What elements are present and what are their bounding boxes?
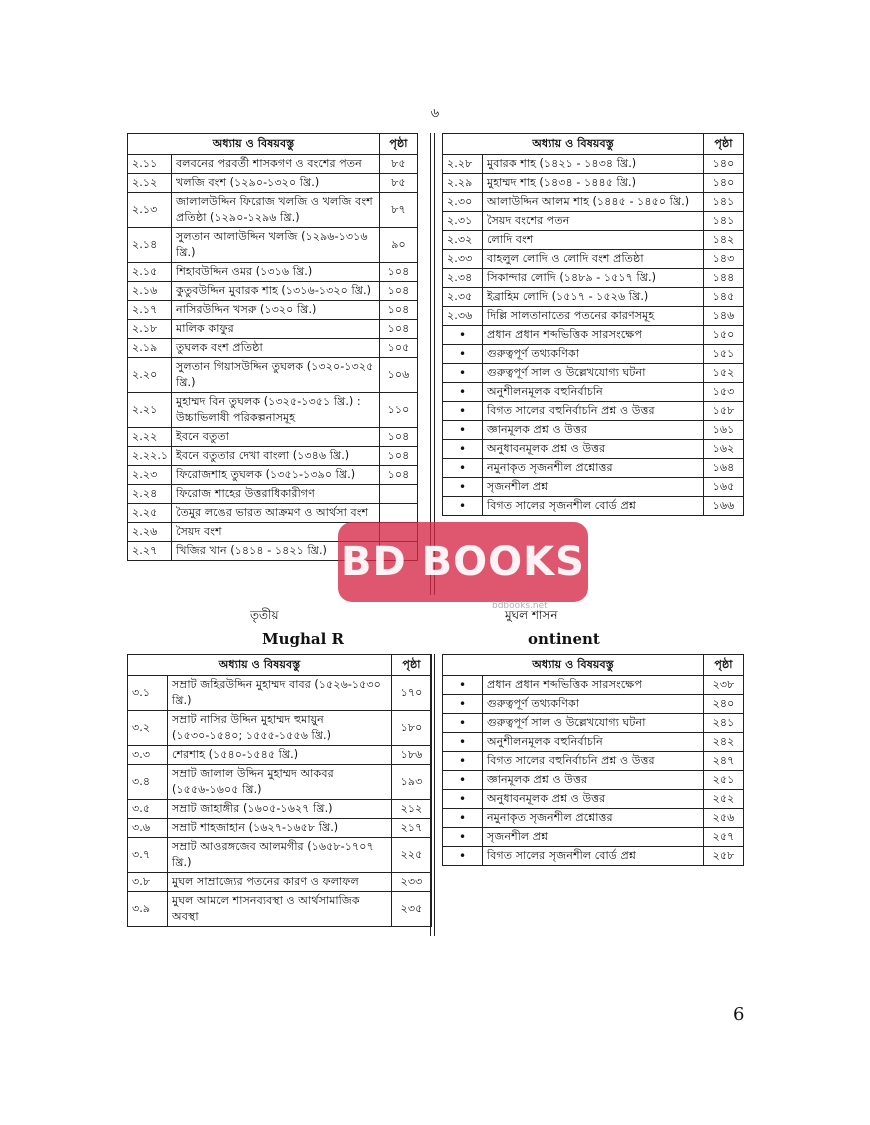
table-row — [443, 790, 744, 809]
table-row — [128, 193, 418, 228]
chapter-title: সৈয়দ বংশ — [172, 523, 380, 542]
table-row — [443, 847, 744, 866]
section-label-right-bengali: মুঘল শাসন — [505, 608, 558, 622]
page-number-cell: ৮৫ — [380, 174, 418, 193]
table-row — [443, 174, 744, 193]
page-number-cell: ২৪২ — [704, 733, 744, 752]
page-number-cell: ১৬৫ — [704, 478, 744, 497]
chapter-title: সম্রাট শাহজাহান (১৬২৭-১৬৫৮ খ্রি.) — [168, 819, 392, 838]
watermark-logo: BD BOOKS — [338, 522, 588, 602]
column-header-page: পৃষ্ঠা — [704, 134, 744, 155]
table-row — [128, 447, 418, 466]
chapter-title: শিহাবউদ্দিন ওমর (১৩১৬ খ্রি.) — [172, 263, 380, 282]
bullet-marker: • — [443, 459, 483, 478]
table-row — [443, 288, 744, 307]
bullet-marker: • — [443, 828, 483, 847]
chapter-number: ২.২৬ — [128, 523, 172, 542]
bullet-marker: • — [443, 345, 483, 364]
page-number-cell: ১০৪ — [380, 428, 418, 447]
bullet-marker: • — [443, 733, 483, 752]
chapter-title: গুরুত্বপূর্ণ তথ্যকণিকা — [483, 345, 704, 364]
page-number-cell: ১৬৬ — [704, 497, 744, 516]
chapter-title: গুরুত্বপূর্ণ সাল ও উল্লেখযোগ্য ঘটনা — [483, 364, 704, 383]
chapter-number: ৩.৮ — [128, 873, 168, 892]
chapter-title: মুহাম্মদ শাহ (১৪৩৪ - ১৪৪৫ খ্রি.) — [483, 174, 704, 193]
page-number-cell: ১৭০ — [392, 676, 432, 711]
chapter-title: লোদি বংশ — [483, 231, 704, 250]
chapter-number: ২.৩৬ — [443, 307, 483, 326]
table-header-row — [128, 655, 432, 676]
chapter-number: ২.১১ — [128, 155, 172, 174]
table-header-row — [128, 134, 418, 155]
bullet-marker: • — [443, 809, 483, 828]
chapter-title: অনুধাবনমূলক প্রশ্ন ও উত্তর — [483, 790, 704, 809]
chapter-number: ২.১২ — [128, 174, 172, 193]
chapter-title: মুবারক শাহ (১৪২১ - ১৪৩৪ খ্রি.) — [483, 155, 704, 174]
section-title-english: Mughal R — [262, 630, 345, 648]
table-row — [128, 282, 418, 301]
chapter-number: ২.১৬ — [128, 282, 172, 301]
chapter-title: জালালউদ্দিন ফিরোজ খলজি ও খলজি বংশ প্রতিষ্ঠা (১২৯০-১২৯৬ খ্রি.) — [172, 193, 380, 228]
page-number-cell: ২১৭ — [392, 819, 432, 838]
chapter-number: ২.৩২ — [443, 231, 483, 250]
chapter-title: বাহলুল লোদি ও লোদি বংশ প্রতিষ্ঠা — [483, 250, 704, 269]
page-number-cell: ১৪০ — [704, 155, 744, 174]
page-number-cell: ১৪২ — [704, 231, 744, 250]
table-header-row — [443, 134, 744, 155]
page-number-top: ৬ — [430, 106, 440, 121]
table-row — [443, 676, 744, 695]
page-number-cell: ৯০ — [380, 228, 418, 263]
chapter-title: তুঘলক বংশ প্রতিষ্ঠা — [172, 339, 380, 358]
chapter-title: সৈয়দ বংশের পতন — [483, 212, 704, 231]
chapter-title: ইবনে বতুতা — [172, 428, 380, 447]
chapter-title: সিকান্দার লোদি (১৪৮৯ - ১৫১৭ খ্রি.) — [483, 269, 704, 288]
table-row — [443, 695, 744, 714]
chapter-title: খলজি বংশ (১২৯০-১৩২০ খ্রি.) — [172, 174, 380, 193]
page-number-cell: ১৫১ — [704, 345, 744, 364]
chapter-number: ৩.৩ — [128, 746, 168, 765]
chapter-title: অনুশীলনমূলক বহুনির্বাচনি — [483, 383, 704, 402]
table-row — [443, 497, 744, 516]
bullet-marker: • — [443, 714, 483, 733]
bullet-marker: • — [443, 421, 483, 440]
table-row — [128, 504, 418, 523]
chapter-number: ২.৩১ — [443, 212, 483, 231]
chapter-number: ২.২৫ — [128, 504, 172, 523]
page-number-bottom: 6 — [733, 1004, 745, 1025]
bullet-marker: • — [443, 440, 483, 459]
page-number-cell: ২৩৮ — [704, 676, 744, 695]
chapter-number: ২.২১ — [128, 393, 172, 428]
chapter-title: প্রধান প্রধান শব্দভিত্তিক সারসংক্ষেপ — [483, 676, 704, 695]
table-row — [128, 263, 418, 282]
table-row — [128, 485, 418, 504]
page-number-cell: ১৫০ — [704, 326, 744, 345]
table-row — [443, 193, 744, 212]
section-title-right-english: ontinent — [528, 630, 600, 648]
toc-table-bottom-right — [442, 654, 744, 866]
table-row — [128, 800, 432, 819]
chapter-title: কুতুবউদ্দিন মুবারক শাহ (১৩১৬-১৩২০ খ্রি.) — [172, 282, 380, 301]
table-row — [443, 402, 744, 421]
table-row — [128, 301, 418, 320]
table-row — [128, 676, 432, 711]
toc-table-top-left — [127, 133, 418, 561]
page-number-cell: ১৫৩ — [704, 383, 744, 402]
column-header-topic: অধ্যায় ও বিষয়বস্তু — [128, 655, 392, 676]
page-number-cell: ১০৪ — [380, 282, 418, 301]
page-number-cell: ১৪১ — [704, 193, 744, 212]
table-row — [128, 358, 418, 393]
page-number-cell: ১৪৫ — [704, 288, 744, 307]
chapter-title: সম্রাট জালাল উদ্দিন মুহাম্মদ আকবর (১৫৫৬-১৬০৫ খ্রি.) — [168, 765, 392, 800]
chapter-title: তৈমুর লঙের ভারত আক্রমণ ও আর্থসা বংশ — [172, 504, 380, 523]
chapter-number: ২.৩৪ — [443, 269, 483, 288]
table-row — [443, 440, 744, 459]
column-header-topic: অধ্যায় ও বিষয়বস্তু — [443, 655, 704, 676]
page-number-cell: ২৫১ — [704, 771, 744, 790]
table-row — [443, 714, 744, 733]
bullet-marker: • — [443, 695, 483, 714]
page-number-cell: ২১২ — [392, 800, 432, 819]
table-header-row — [443, 655, 744, 676]
chapter-number: ২.১৪ — [128, 228, 172, 263]
table-row — [443, 771, 744, 790]
bullet-marker: • — [443, 847, 483, 866]
chapter-number: ৩.৪ — [128, 765, 168, 800]
page-number-cell: ১৬৪ — [704, 459, 744, 478]
chapter-number: ২.২৪ — [128, 485, 172, 504]
page-number-cell: ১৪১ — [704, 212, 744, 231]
table-row — [128, 339, 418, 358]
chapter-title: অনুধাবনমূলক প্রশ্ন ও উত্তর — [483, 440, 704, 459]
page-number-cell: ২৫৭ — [704, 828, 744, 847]
table-row — [443, 459, 744, 478]
chapter-title: সৃজনশীল প্রশ্ন — [483, 828, 704, 847]
chapter-number: ২.১৮ — [128, 320, 172, 339]
page-number-cell: ৮৫ — [380, 155, 418, 174]
table-row — [128, 892, 432, 927]
page-number-cell: ১০৪ — [380, 301, 418, 320]
table-row — [128, 873, 432, 892]
chapter-title: ইব্রাহিম লোদি (১৫১৭ - ১৫২৬ খ্রি.) — [483, 288, 704, 307]
chapter-title: সুলতান আলাউদ্দিন খলজি (১২৯৬-১৩১৬ খ্রি.) — [172, 228, 380, 263]
column-header-topic: অধ্যায় ও বিষয়বস্তু — [128, 134, 380, 155]
chapter-title: বিগত সালের সৃজনশীল বোর্ড প্রশ্ন — [483, 497, 704, 516]
bullet-marker: • — [443, 402, 483, 421]
chapter-title: গুরুত্বপূর্ণ সাল ও উল্লেখযোগ্য ঘটনা — [483, 714, 704, 733]
chapter-title: ফিরোজশাহ তুঘলক (১৩৫১-১৩৯০ খ্রি.) — [172, 466, 380, 485]
table-row — [443, 478, 744, 497]
table-row — [443, 733, 744, 752]
bullet-marker: • — [443, 364, 483, 383]
watermark-url: bdbooks.net — [492, 601, 548, 611]
chapter-title: সুলতান গিয়াসউদ্দিন তুঘলক (১৩২০-১৩২৫ খ্রি.) — [172, 358, 380, 393]
chapter-number: ২.২৮ — [443, 155, 483, 174]
table-row — [443, 250, 744, 269]
chapter-title: সৃজনশীল প্রশ্ন — [483, 478, 704, 497]
page-number-cell — [380, 485, 418, 504]
page-number-cell: ১৯৩ — [392, 765, 432, 800]
chapter-title: বিগত সালের বহুনির্বাচনি প্রশ্ন ও উত্তর — [483, 402, 704, 421]
chapter-number: ৩.২ — [128, 711, 168, 746]
chapter-number: ২.২৯ — [443, 174, 483, 193]
chapter-number: ৩.৫ — [128, 800, 168, 819]
page-number-cell: ১৫২ — [704, 364, 744, 383]
chapter-title: আলাউদ্দিন আলম শাহ (১৪৪৫ - ১৪৫০ খ্রি.) — [483, 193, 704, 212]
chapter-title: দিল্লি সালতানাতের পতনের কারণসমূহ — [483, 307, 704, 326]
page-number-cell: ১০৪ — [380, 447, 418, 466]
chapter-title: অনুশীলনমূলক বহুনির্বাচনি — [483, 733, 704, 752]
page-number-cell: ১০৪ — [380, 466, 418, 485]
table-row — [128, 765, 432, 800]
page-number-cell: ২৪১ — [704, 714, 744, 733]
toc-table-bottom-left — [127, 654, 432, 927]
chapter-title: ফিরোজ শাহের উত্তরাধিকারীগণ — [172, 485, 380, 504]
chapter-title: গুরুত্বপূর্ণ তথ্যকণিকা — [483, 695, 704, 714]
chapter-number: ২.১৯ — [128, 339, 172, 358]
table-row — [128, 155, 418, 174]
page-number-cell: ১০৫ — [380, 339, 418, 358]
page-number-cell: ১৪০ — [704, 174, 744, 193]
bullet-marker: • — [443, 478, 483, 497]
table-row — [443, 212, 744, 231]
chapter-title: ইবনে বতুতার দেখা বাংলা (১৩৪৬ খ্রি.) — [172, 447, 380, 466]
chapter-title: মালিক কাফুর — [172, 320, 380, 339]
table-row — [128, 466, 418, 485]
table-row — [443, 809, 744, 828]
table-row — [443, 307, 744, 326]
chapter-number: ২.২২.১ — [128, 447, 172, 466]
page-number-cell: ১৮৬ — [392, 746, 432, 765]
chapter-title: নাসিরউদ্দিন খসরু (১৩২০ খ্রি.) — [172, 301, 380, 320]
chapter-title: বলবনের পরবর্তী শাসকগণ ও বংশের পতন — [172, 155, 380, 174]
bullet-marker: • — [443, 326, 483, 345]
page-number-cell: ১৬১ — [704, 421, 744, 440]
chapter-number: ২.২৭ — [128, 542, 172, 561]
chapter-number: ৩.১ — [128, 676, 168, 711]
chapter-title: বিগত সালের বহুনির্বাচনি প্রশ্ন ও উত্তর — [483, 752, 704, 771]
page-number-cell: ১৫৮ — [704, 402, 744, 421]
page-number-cell: ১০৬ — [380, 358, 418, 393]
bullet-marker: • — [443, 676, 483, 695]
chapter-title: সম্রাট জাহাঙ্গীর (১৬০৫-১৬২৭ খ্রি.) — [168, 800, 392, 819]
table-row — [443, 345, 744, 364]
bullet-marker: • — [443, 790, 483, 809]
chapter-title: সম্রাট নাসির উদ্দিন মুহাম্মদ হুমায়ুন (১৫৩০-১৫৪০; ১৫৫৫-১৫৫৬ খ্রি.) — [168, 711, 392, 746]
chapter-title: জ্ঞানমূলক প্রশ্ন ও উত্তর — [483, 771, 704, 790]
table-row — [128, 428, 418, 447]
bullet-marker: • — [443, 771, 483, 790]
page-number-cell: ১১০ — [380, 393, 418, 428]
chapter-number: ২.৩৫ — [443, 288, 483, 307]
chapter-title: জ্ঞানমূলক প্রশ্ন ও উত্তর — [483, 421, 704, 440]
chapter-number: ২.১৭ — [128, 301, 172, 320]
page-number-cell: ২৫৮ — [704, 847, 744, 866]
table-row — [128, 174, 418, 193]
page-number-cell: ১০৪ — [380, 320, 418, 339]
chapter-number: ৩.৬ — [128, 819, 168, 838]
page-number-cell: ২৩৩ — [392, 873, 432, 892]
table-row — [443, 326, 744, 345]
table-row — [443, 231, 744, 250]
page-number-cell: ২৩৫ — [392, 892, 432, 927]
chapter-title: শেরশাহ (১৫৪০-১৫৪৫ খ্রি.) — [168, 746, 392, 765]
page-number-cell — [380, 504, 418, 523]
chapter-number: ২.২০ — [128, 358, 172, 393]
page-number-cell: ১৮০ — [392, 711, 432, 746]
bullet-marker: • — [443, 752, 483, 771]
table-row — [128, 320, 418, 339]
page-number-cell: ৮৭ — [380, 193, 418, 228]
table-row — [128, 228, 418, 263]
chapter-number: ৩.৯ — [128, 892, 168, 927]
page-number-cell: ১৪৪ — [704, 269, 744, 288]
table-row — [128, 838, 432, 873]
chapter-number: ২.১৩ — [128, 193, 172, 228]
table-row — [443, 383, 744, 402]
chapter-number: ২.১৫ — [128, 263, 172, 282]
chapter-title: মুঘল আমলে শাসনব্যবস্থা ও আর্থসামাজিক অবস্থা — [168, 892, 392, 927]
page-number-cell: ১৪৬ — [704, 307, 744, 326]
table-row — [128, 711, 432, 746]
column-header-page: পৃষ্ঠা — [380, 134, 418, 155]
page-number-cell: ২৫৬ — [704, 809, 744, 828]
column-header-topic: অধ্যায় ও বিষয়বস্তু — [443, 134, 704, 155]
chapter-title: নমুনাকৃত সৃজনশীল প্রশ্নোত্তর — [483, 809, 704, 828]
column-header-page: পৃষ্ঠা — [704, 655, 744, 676]
chapter-number: ২.২৩ — [128, 466, 172, 485]
bullet-marker: • — [443, 383, 483, 402]
chapter-title: বিগত সালের সৃজনশীল বোর্ড প্রশ্ন — [483, 847, 704, 866]
table-row — [443, 828, 744, 847]
page-number-cell: ১০৪ — [380, 263, 418, 282]
chapter-title: খিজির খান (১৪১৪ - ১৪২১ খ্রি.) — [172, 542, 380, 561]
chapter-number: ২.৩০ — [443, 193, 483, 212]
chapter-number: ২.২২ — [128, 428, 172, 447]
page-number-cell: ২৪০ — [704, 695, 744, 714]
table-row — [443, 421, 744, 440]
page-number-cell: ২২৫ — [392, 838, 432, 873]
chapter-number: ২.৩৩ — [443, 250, 483, 269]
table-row — [443, 752, 744, 771]
bullet-marker: • — [443, 497, 483, 516]
table-row — [443, 364, 744, 383]
page-number-cell: ১৬২ — [704, 440, 744, 459]
section-label-bengali: তৃতীয় — [250, 608, 279, 622]
chapter-title: মুঘল সাম্রাজ্যের পতনের কারণ ও ফলাফল — [168, 873, 392, 892]
table-row — [128, 393, 418, 428]
chapter-title: মুহাম্মদ বিন তুঘলক (১৩২৫-১৩৫১ খ্রি.) : উচ্চাভিলাষী পরিকল্পনাসমূহ — [172, 393, 380, 428]
chapter-title: সম্রাট জহিরউদ্দিন মুহাম্মদ বাবর (১৫২৬-১৫৩০ খ্রি.) — [168, 676, 392, 711]
page-number-cell: ২৫২ — [704, 790, 744, 809]
page-number-cell: ২৪৭ — [704, 752, 744, 771]
chapter-number: ৩.৭ — [128, 838, 168, 873]
page-number-cell: ১৪৩ — [704, 250, 744, 269]
table-row — [443, 155, 744, 174]
chapter-title: প্রধান প্রধান শব্দভিত্তিক সারসংক্ষেপ — [483, 326, 704, 345]
chapter-title: নমুনাকৃত সৃজনশীল প্রশ্নোত্তর — [483, 459, 704, 478]
toc-table-top-right — [442, 133, 744, 516]
column-header-page: পৃষ্ঠা — [392, 655, 432, 676]
table-row — [443, 269, 744, 288]
table-row — [128, 819, 432, 838]
table-row — [128, 746, 432, 765]
chapter-title: সম্রাট আওরঙ্গজেব আলমগীর (১৬৫৮-১৭০৭ খ্রি.) — [168, 838, 392, 873]
